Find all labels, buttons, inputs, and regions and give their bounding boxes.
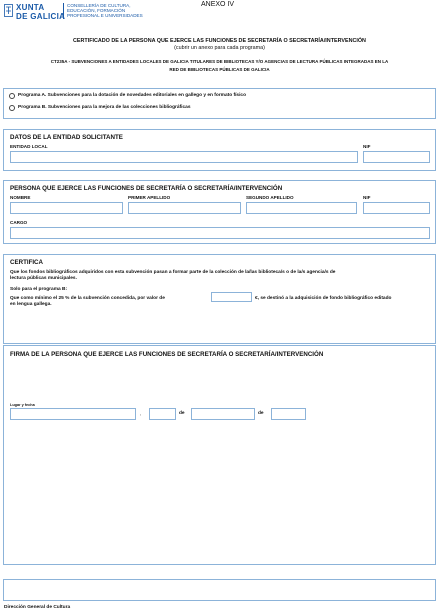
department-line-2: EDUCACIÓN, FORMACIÓN: [67, 8, 126, 13]
entity-local-label: ENTIDAD LOCAL: [10, 144, 48, 149]
person-role-label: CARGO: [10, 220, 28, 225]
program-a-radio[interactable]: [9, 93, 15, 99]
program-b-radio[interactable]: [9, 105, 15, 111]
signature-panel: [3, 345, 436, 565]
amount-field[interactable]: [211, 292, 252, 302]
document-subtitle: (cubrir un anexo para cada programa): [174, 45, 265, 51]
person-surname1-label: PRIMER APELLIDO: [128, 195, 171, 200]
year-field[interactable]: [271, 408, 306, 420]
de-label-2: de: [258, 411, 264, 416]
program-a-label: Programa A. Subvenciones para la dotación de novedades editoriales en gallego y en formato físico: [18, 93, 247, 98]
entity-nif-label: NIF: [363, 144, 371, 149]
certify-amount-text-end: en lengua gallega.: [10, 302, 52, 307]
person-surname2-field[interactable]: [246, 202, 357, 214]
certify-amount-text-pre: Que como mínimo el 25 % de la subvención concedida, por valor de: [10, 296, 165, 301]
person-nif-label: NIF: [363, 195, 371, 200]
certify-text-line-1: Que los fondos bibliográficos adquiridos con esta subvención pasan a formar parte de la colección de la/las biblioteca/s o de la/s agencia/s de: [10, 270, 336, 275]
department-line-3: PROFESIONAL E UNIVERSIDADES: [67, 13, 143, 18]
department-line-1: CONSELLERÍA DE CULTURA,: [67, 3, 131, 8]
signature-section-title: FIRMA DE LA PERSONA QUE EJERCE LAS FUNCIONES DE SECRETARÍA O SECRETARÍA/INTERVENCIÓN: [10, 351, 324, 358]
xunta-emblem-icon: [4, 4, 13, 17]
certify-section-title: CERTIFICA: [10, 259, 43, 266]
person-nif-field[interactable]: [363, 202, 430, 214]
entity-local-field[interactable]: [10, 151, 358, 163]
certify-amount-text-post: €, se destinó a la adquisición de fondo bibliográfico editado: [255, 296, 392, 301]
place-field[interactable]: [10, 408, 136, 420]
person-role-field[interactable]: [10, 227, 430, 239]
document-title: CERTIFICADO DE LA PERSONA QUE EJERCE LAS FUNCIONES DE SECRETARÍA O SECRETARÍA/INTERVENCIÓN: [73, 38, 366, 44]
certify-text-line-2: lectura públicas municipales.: [10, 276, 77, 281]
comma-separator: ,: [140, 412, 142, 417]
person-name-field[interactable]: [10, 202, 123, 214]
person-name-label: NOMBRE: [10, 195, 31, 200]
person-surname1-field[interactable]: [128, 202, 241, 214]
procedure-line-2: RED DE BIBLIOTECAS PÚBLICAS DE GALICIA: [169, 67, 270, 72]
de-label-1: de: [179, 411, 185, 416]
month-field[interactable]: [191, 408, 255, 420]
logo-text-xunta: XUNTA: [16, 3, 45, 12]
day-field[interactable]: [149, 408, 176, 420]
logo-divider: [63, 3, 64, 19]
person-surname2-label: SEGUNDO APELLIDO: [246, 195, 294, 200]
procedure-line-1: CT235A - SUBVENCIONES A ENTIDADES LOCALES DE GALICIA TITULARES DE BIBLIOTECAS Y/O AGENCIAS DE LECTURA PÚBLICAS INTEGRADAS EN LA: [50, 59, 389, 64]
program-b-only-label: Solo para el programa B:: [10, 287, 68, 292]
entity-nif-field[interactable]: [363, 151, 430, 163]
annex-label: ANEXO IV: [201, 1, 235, 8]
footer-panel: [3, 579, 436, 601]
entity-section-title: DATOS DE LA ENTIDAD SOLICITANTE: [10, 134, 123, 141]
program-b-label: Programa B. Subvenciones para la mejora de las colecciones bibliográficas: [18, 105, 191, 110]
logo-text-galicia: DE GALICIA: [16, 12, 66, 21]
person-section-title: PERSONA QUE EJERCE LAS FUNCIONES DE SECRETARÍA O SECRETARÍA/INTERVENCIÓN: [10, 185, 283, 192]
place-date-label: Lugar y fecha: [10, 403, 35, 407]
footer-text: Dirección General de Cultura: [4, 605, 71, 610]
